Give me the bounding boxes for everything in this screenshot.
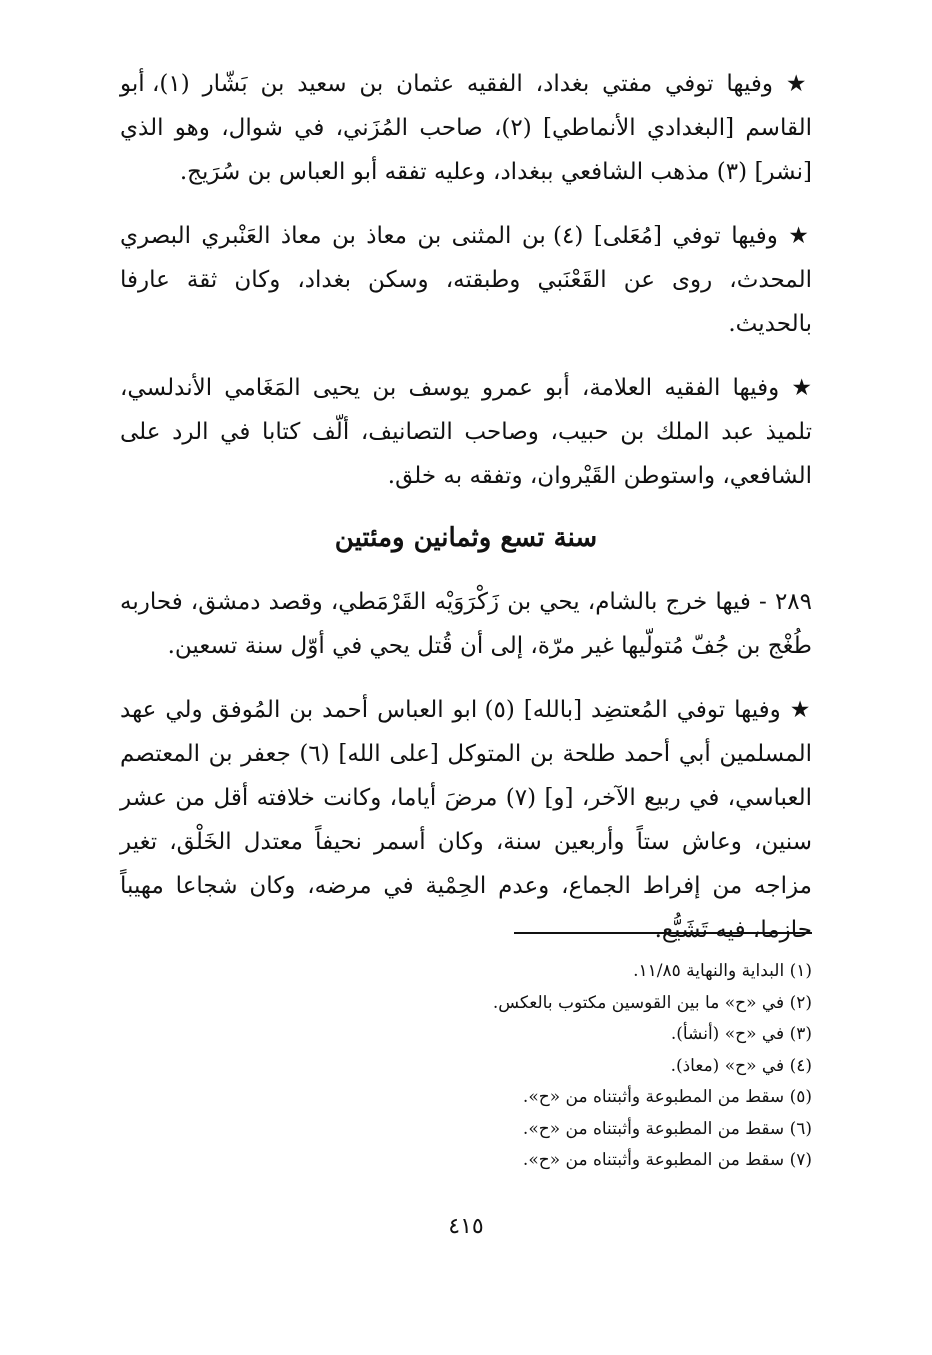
- footnote-5: (٥) سقط من المطبوعة وأثبتناه من «ح».: [522, 1087, 812, 1107]
- footnote-4: (٤) في «ح» (معاذ).: [670, 1055, 812, 1076]
- paragraph-yusuf-al-maghami: ★ وفيها الفقيه العلامة، أبو عمرو يوسف بن يحيى المَغَامي الأندلسي، تلميذ عبد الملك بن حبيب، وصاحب التصانيف، ألّف كتابا في الرد على الشافعي، واستوطن القَيْروان، وتفقه به خلق.: [120, 375, 812, 489]
- year-heading: سنة تسع وثمانين ومئتين: [334, 523, 598, 553]
- paragraph-year-289: ٢٨٩ - فيها خرج بالشام، يحي بن زَكْرَوَيْه القَرْمَطي، وقصد دمشق، فحاربه طُغْج بن جُفّ مُتولّيها غير مرّة، إلى أن قُتل يحي في أوّل سنة تسعين.: [120, 589, 812, 659]
- footnote-3: (٣) في «ح» (أنشأ).: [670, 1024, 812, 1044]
- footnote-divider: [514, 932, 812, 934]
- main-text: [120, 62, 812, 972]
- paragraph-al-mutadid: ★ وفيها توفي المُعتضِد [بالله] (٥) ابو العباس أحمد بن المُوفق ولي عهد المسلمين أبي أحمد طلحة بن المتوكل [على الله] (٦) جعفر بن المعتصم العباسي، في ربيع الآخر، [و] (٧) مرضَ أياما، وكانت خلافته أقل من عشر سنين، وعاش ستاً وأربعين سنة، وكان أسمر نحيفاً معتدل الخَلْق، تغير مزاجه من إفراط الجماع، وعدم الحِمْية في مرضه، وكان شجاعا مهيباً حازما، فيه تَشَيُّع.: [120, 697, 812, 943]
- footnote-6: (٦) سقط من المطبوعة وأثبتناه من «ح».: [522, 1118, 812, 1139]
- page-number: ٤١٥: [448, 1214, 484, 1239]
- footnote-1: (١) البداية والنهاية ١١/٨٥.: [633, 961, 812, 981]
- paragraph-uthman-ibn-said: ★ وفيها توفي مفتي بغداد، الفقيه عثمان بن سعيد بن بَشّار (١)، أبو القاسم [البغدادي الأنماطي] (٢)، صاحب المُزَني، في شوال، وهو الذي [نشر] (٣) مذهب الشافعي ببغداد، وعليه تفقه أبو العباس بن سُرَيج.: [120, 71, 812, 185]
- paragraph-muala-ibn-muthanna: ★ وفيها توفي [مُعَلى] (٤) بن المثنى بن معاذ بن معاذ العَنْبري البصري المحدث، روى عن القَعْنَبي وطبقته، وسكن بغداد، وكان ثقة عارفا بالحديث.: [120, 223, 813, 337]
- footnote-2: (٢) في «ح» ما بين القوسين مكتوب بالعكس.: [492, 992, 812, 1013]
- footnote-7: (٧) سقط من المطبوعة وأثبتناه من «ح».: [522, 1150, 812, 1170]
- footnotes-list: [300, 956, 812, 1177]
